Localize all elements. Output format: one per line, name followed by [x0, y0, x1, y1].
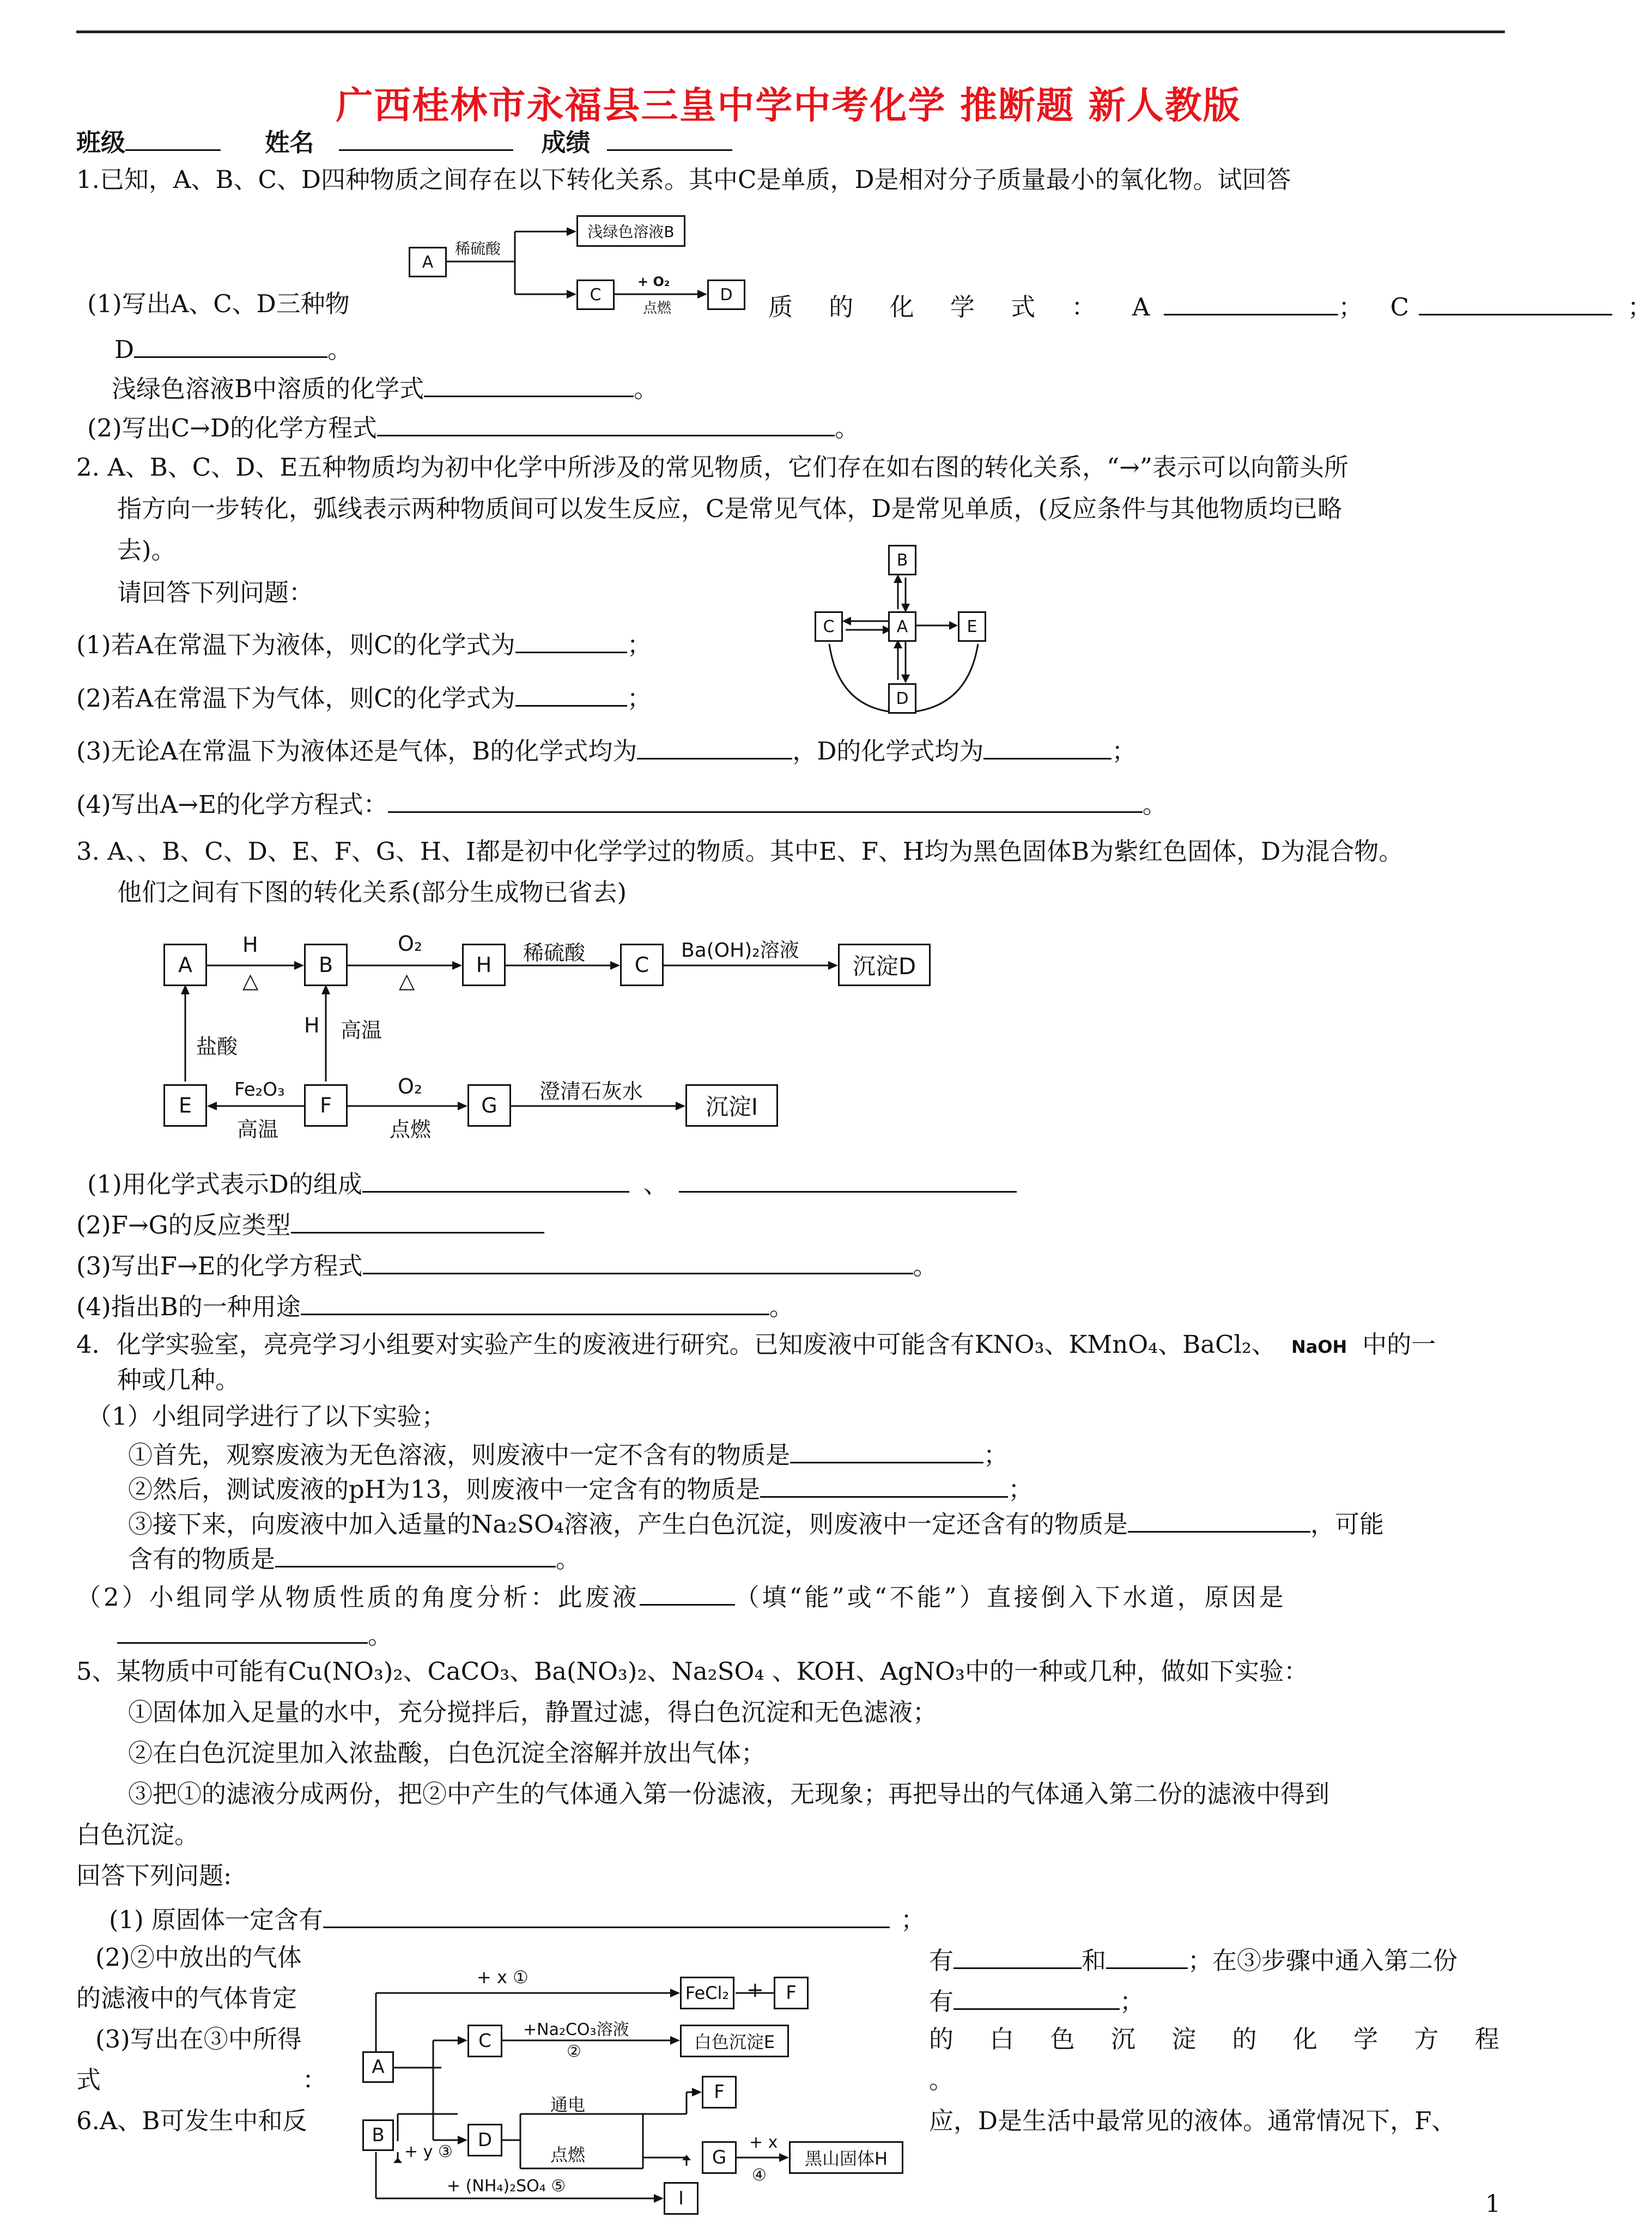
- q3-p1-mid: 、: [643, 1170, 668, 1199]
- q6-na2co3-label: +Na₂CO₃溶液: [523, 2020, 629, 2039]
- q5-p2e: 的滤液中的气体肯定: [76, 1984, 297, 2013]
- q2-answer-2[interactable]: [515, 680, 627, 707]
- q2-p1-end: ；: [627, 630, 652, 659]
- q4-s2-row: [128, 1471, 1032, 1505]
- q2-stem-3: 去)。: [117, 536, 176, 564]
- q4-stem-2: 种或几种。: [117, 1365, 240, 1394]
- q5-answer-gas3[interactable]: [953, 1983, 1120, 2010]
- q1-acid-label: 稀硫酸: [455, 240, 501, 258]
- q3-p3-prompt: (3)写出F→E的化学方程式: [76, 1251, 363, 1280]
- q1-ignite-label: 点燃: [643, 300, 672, 317]
- top-rule: [76, 31, 1505, 33]
- q3-box-h: H: [462, 944, 506, 986]
- q3-h2-label: H: [304, 1013, 320, 1037]
- q6-box-i: I: [664, 2182, 699, 2215]
- q4-p2-mid: （填“能”或“不能”）直接倒入下水道，原因是: [734, 1583, 1286, 1612]
- q5-p2c: 和: [1082, 1946, 1107, 1975]
- q1-part1-start: (1)写出A、C、D三种物: [87, 289, 350, 318]
- student-info-row: [76, 124, 732, 158]
- q6-box-e: 白色沉淀E: [680, 2025, 789, 2057]
- q5-s3: ③把①的滤液分成两份，把②中产生的气体通入第一份滤液，无现象；再把导出的气体通入第二份的滤液中得到: [128, 1779, 1330, 1808]
- q4-s3-prompt: ③接下来，向废液中加入适量的Na₂SO₄溶液，产生白色沉淀，则废液中一定还含有的物质是: [128, 1510, 1128, 1539]
- q6-x1-label: + x ①: [477, 1967, 529, 1988]
- q1-answer-eq[interactable]: [377, 410, 835, 436]
- q6-elec-label: 通电: [550, 2094, 586, 2115]
- q3-answer-2[interactable]: [291, 1207, 544, 1234]
- q2-box-c: C: [815, 611, 843, 642]
- q3-box-f: F: [304, 1084, 348, 1127]
- q5-s1: ①固体加入足量的水中，充分搅拌后，静置过滤，得白色沉淀和无色滤液；: [128, 1698, 938, 1727]
- q6-stem-a: 6.A、B可发生中和反: [76, 2106, 307, 2135]
- q1-solute-prompt: 浅绿色溶液B中溶质的化学式: [112, 374, 424, 403]
- q1-solute-row: [112, 370, 658, 404]
- q1-part2-row: [87, 410, 859, 443]
- q2-answer-3b[interactable]: [637, 733, 792, 759]
- q3-answer-1a[interactable]: [362, 1166, 629, 1193]
- q3-heat-label: △: [242, 969, 259, 993]
- q3-fe2o3-label: Fe₂O₃: [234, 1079, 285, 1101]
- q6-n4-label: ④: [752, 2166, 767, 2185]
- q6-box-fecl2: FeCl₂: [680, 1977, 734, 2009]
- q1-semicolon: ；: [1627, 293, 1652, 321]
- q1-answer-b[interactable]: [424, 370, 634, 397]
- q3-heat-label-2: △: [399, 969, 415, 993]
- q5-p3c: 式: [76, 2065, 101, 2094]
- q3-hcl-label: 盐酸: [196, 1035, 238, 1059]
- q5-answer-gas2[interactable]: [1106, 1942, 1188, 1969]
- page-number: 1: [1485, 2190, 1501, 2218]
- q3-answer-4[interactable]: [301, 1289, 769, 1315]
- q5-p2f: 有: [929, 1987, 954, 2016]
- q2-box-d: D: [888, 683, 916, 714]
- q4-s3-end: ，可能: [1310, 1510, 1384, 1539]
- q3-o2b-label: O₂: [398, 1074, 423, 1098]
- q5-p2d: ；在③步骤中通入第二份: [1188, 1946, 1458, 1975]
- q3-p1-row: [87, 1166, 1017, 1200]
- q6-box-c: C: [467, 2025, 502, 2057]
- q3-baoh-label: Ba(OH)₂溶液: [681, 939, 799, 962]
- q3-acid-label: 稀硫酸: [523, 941, 586, 965]
- q6-box-g: G: [702, 2141, 737, 2174]
- q3-box-a: A: [163, 944, 207, 986]
- q5-p1-end: ；: [901, 1905, 926, 1934]
- q2-p4-prompt: (4)写出A→E的化学方程式：: [76, 790, 388, 819]
- q2-p3-mid: ，D的化学式均为: [792, 737, 984, 765]
- q5-answer-gas1[interactable]: [953, 1942, 1082, 1969]
- q1-sep: ； C: [1338, 293, 1419, 321]
- q6-x4-label: + x: [749, 2133, 778, 2152]
- q4-p2-row: [76, 1579, 1286, 1613]
- q3-box-g: G: [467, 1084, 511, 1127]
- q5-s3b: 白色沉淀。: [76, 1820, 199, 1849]
- q4-answer-s3[interactable]: [1128, 1506, 1310, 1533]
- q3-p2-row: [76, 1207, 544, 1241]
- q5-p2b: 有: [929, 1946, 954, 1975]
- q6-box-b: B: [362, 2119, 394, 2151]
- q1-part1-prompt: 质 的 化 学 式 ： A: [768, 293, 1164, 321]
- score-field[interactable]: [607, 124, 732, 151]
- q6-y3-label: + y ③: [404, 2142, 453, 2161]
- q3-box-c: C: [620, 944, 664, 986]
- q1-box-a: A: [409, 247, 447, 277]
- q2-p1-row: [76, 627, 652, 660]
- q2-p2-row: [76, 680, 652, 714]
- q3-diagram: [163, 932, 937, 1150]
- q5-p1-row: [109, 1901, 925, 1935]
- score-label: 成绩: [541, 128, 591, 157]
- q6-box-a: A: [362, 2051, 394, 2083]
- q4-s2-prompt: ②然后，测试废液的pH为13，则废液中一定含有的物质是: [128, 1475, 761, 1504]
- q5-p2f-row: [929, 1983, 1144, 2017]
- q3-p3-row: [76, 1248, 938, 1281]
- q4-s1-end: ；: [983, 1441, 1009, 1469]
- q4-s3b-prompt: 含有的物质是: [128, 1545, 276, 1573]
- q2-box-a: A: [888, 611, 916, 642]
- name-field[interactable]: [339, 124, 513, 151]
- q2-ask: 请回答下列问题：: [117, 578, 314, 607]
- q6-nh4-label: + (NH₄)₂SO₄ ⑤: [447, 2177, 566, 2196]
- q5-p3a: (3)写出在③中所得: [95, 2025, 302, 2053]
- q1-box-d: D: [707, 279, 745, 310]
- q4-naoh: NaOH: [1291, 1336, 1347, 1357]
- q4-p2-end: 。: [368, 1621, 393, 1650]
- q3-hight-label: 高温: [341, 1018, 382, 1042]
- q4-s3b-row: [128, 1541, 580, 1575]
- q3-stem-2: 他们之间有下图的转化关系(部分生成物已省去): [117, 878, 627, 907]
- q3-p4-end: 。: [769, 1292, 794, 1321]
- q2-answer-1[interactable]: [515, 627, 627, 653]
- q2-p3-row: [76, 733, 1136, 767]
- q2-stem-1: 2. A、B、C、D、E五种物质均为初中化学中所涉及的常见物质，它们存在如右图的转化关系，“→”表示可以向箭头所: [76, 453, 1349, 482]
- q6-ignite-label: 点燃: [550, 2144, 586, 2165]
- q1-solute-end: 。: [634, 374, 659, 403]
- q5-p1-prompt: (1) 原固体一定含有: [109, 1905, 324, 1934]
- q2-p1-prompt: (1)若A在常温下为液体，则C的化学式为: [76, 630, 515, 659]
- page-title: 广西桂林市永福县三皇中学中考化学 推断题 新人教版: [336, 84, 1241, 127]
- q4-s1-row: [128, 1437, 1008, 1471]
- q5-ask: 回答下列问题:: [76, 1861, 232, 1890]
- q2-box-e: E: [958, 611, 986, 642]
- q1-o2-label: + O₂: [637, 274, 670, 289]
- q6-n2-label: ②: [567, 2042, 581, 2061]
- q6-plus: +: [746, 1978, 764, 2002]
- q5-p3b: 的 白 色 沉 淀 的 化 学 方 程: [929, 2025, 1514, 2053]
- q3-hight2-label: 高温: [237, 1117, 279, 1141]
- q1-part1-d-row: [114, 331, 352, 365]
- q1-d-end: 。: [327, 335, 353, 364]
- q4-s1-prompt: ①首先，观察废液为无色溶液，则废液中一定不含有的物质是: [128, 1441, 791, 1469]
- q6-box-f-top: F: [774, 1977, 809, 2009]
- q5-stem: 5、某物质中可能有Cu(NO₃)₂、CaCO₃、Ba(NO₃)₂、Na₂SO₄ 、KOH、AgNO₃中的一种或几种，做如下实验：: [76, 1657, 1308, 1686]
- q4-stem-text: 4．化学实验室，亮亮学习小组要对实验产生的废液进行研究。已知废液中可能含有KNO₃、KMnO₄、BaCl₂、: [76, 1330, 1276, 1359]
- q4-stem-1: [76, 1329, 1436, 1362]
- q1-d-label: D: [114, 335, 135, 364]
- q2-p3-end: ；: [1112, 737, 1137, 765]
- q3-p2-prompt: (2)F→G的反应类型: [76, 1211, 291, 1239]
- q2-diagram: [812, 545, 992, 719]
- q1-part2-prompt: (2)写出C→D的化学方程式: [87, 414, 377, 442]
- q3-ignite-label: 点燃: [390, 1117, 432, 1141]
- class-field[interactable]: [125, 124, 221, 151]
- q2-answer-3d[interactable]: [983, 733, 1112, 759]
- q3-o2-label: O₂: [398, 932, 423, 956]
- q5-answer-1[interactable]: [323, 1901, 890, 1928]
- q1-answer-c[interactable]: [1419, 289, 1612, 315]
- q1-answer-a[interactable]: [1164, 289, 1338, 315]
- q3-stem-1: 3. A、、B、C、D、E、F、G、H、I都是初中化学学过的物质。其中E、F、H均为黑色固体B为紫红色固体，D为混合物。: [76, 837, 1404, 866]
- q5-p2a: (2)②中放出的气体: [95, 1943, 302, 1972]
- q1-answer-d[interactable]: [134, 331, 327, 358]
- q3-answer-1b[interactable]: [679, 1166, 1017, 1193]
- q4-p2-end-row: [117, 1617, 392, 1651]
- q6-stem-b: 应，D是生活中最常见的液体。通常情况下，F、: [929, 2106, 1456, 2135]
- q5-p3d: ：: [302, 2065, 327, 2094]
- q4-answer-s1[interactable]: [790, 1437, 983, 1463]
- q3-box-d: 沉淀D: [838, 944, 931, 986]
- name-label: 姓名: [265, 128, 314, 157]
- q3-limewater-label: 澄清石灰水: [539, 1079, 643, 1103]
- q2-box-b: B: [888, 545, 916, 575]
- q1-stem: 1.已知，A、B、C、D四种物质之间存在以下转化关系。其中C是单质，D是相对分子质量最小的氧化物。试回答: [76, 165, 1291, 194]
- q4-answer-p2[interactable]: [640, 1579, 735, 1606]
- q2-p4-end: 。: [1142, 790, 1167, 819]
- q1-box-c: C: [576, 279, 615, 310]
- q1-part2-end: 。: [834, 414, 859, 442]
- q3-h-label: H: [242, 933, 258, 957]
- q2-answer-4[interactable]: [388, 786, 1143, 813]
- q4-p1: （1）小组同学进行了以下实验；: [87, 1402, 446, 1431]
- q6-box-d: D: [467, 2124, 502, 2156]
- q1-part1-formula-row: [768, 289, 1652, 323]
- q5-p2g: ；: [1120, 1987, 1145, 2016]
- class-label: 班级: [76, 128, 126, 157]
- q1-diagram: [403, 215, 752, 319]
- q4-s3b-end: 。: [556, 1545, 581, 1573]
- q2-p2-end: ；: [627, 684, 652, 713]
- q6-diagram-lines: [360, 1951, 904, 2223]
- q4-s3-row: [128, 1506, 1384, 1540]
- q2-p4-row: [76, 786, 1167, 820]
- q3-box-b: B: [304, 944, 348, 986]
- q2-stem-2: 指方向一步转化，弧线表示两种物质间可以发生反应，C是常见气体，D是常见单质，(反应条件与其他物质均已略: [117, 494, 1343, 523]
- q3-box-i: 沉淀I: [685, 1084, 778, 1127]
- q2-p3-prompt: (3)无论A在常温下为液体还是气体，B的化学式均为: [76, 737, 637, 765]
- q3-p4-prompt: (4)指出B的一种用途: [76, 1292, 301, 1321]
- q4-answer-s2[interactable]: [760, 1471, 1008, 1498]
- q4-answer-reason[interactable]: [117, 1617, 368, 1644]
- q3-p3-end: 。: [913, 1251, 938, 1280]
- q3-p4-row: [76, 1289, 794, 1322]
- q4-answer-s3b[interactable]: [275, 1541, 556, 1567]
- q4-p2-prompt: （2）小组同学从物质性质的角度分析：此废液: [76, 1583, 640, 1612]
- q4-s2-end: ；: [1008, 1475, 1033, 1504]
- q1-box-b: 浅绿色溶液B: [576, 215, 685, 247]
- q5-s2: ②在白色沉淀里加入浓盐酸，白色沉淀全溶解并放出气体；: [128, 1739, 766, 1767]
- q2-p2-prompt: (2)若A在常温下为气体，则C的化学式为: [76, 684, 515, 713]
- q6-diagram: [360, 1951, 904, 2223]
- q6-box-f: F: [702, 2076, 737, 2109]
- q3-answer-3[interactable]: [363, 1248, 913, 1274]
- q3-box-e: E: [163, 1084, 207, 1127]
- q5-p3e: 。: [929, 2065, 954, 2094]
- q5-p2-right-row: [929, 1942, 1457, 1976]
- q4-stem-end: 中的一: [1362, 1330, 1436, 1359]
- q6-box-h: 黑山固体H: [789, 2141, 903, 2174]
- q3-p1-prompt: (1)用化学式表示D的组成: [87, 1170, 362, 1199]
